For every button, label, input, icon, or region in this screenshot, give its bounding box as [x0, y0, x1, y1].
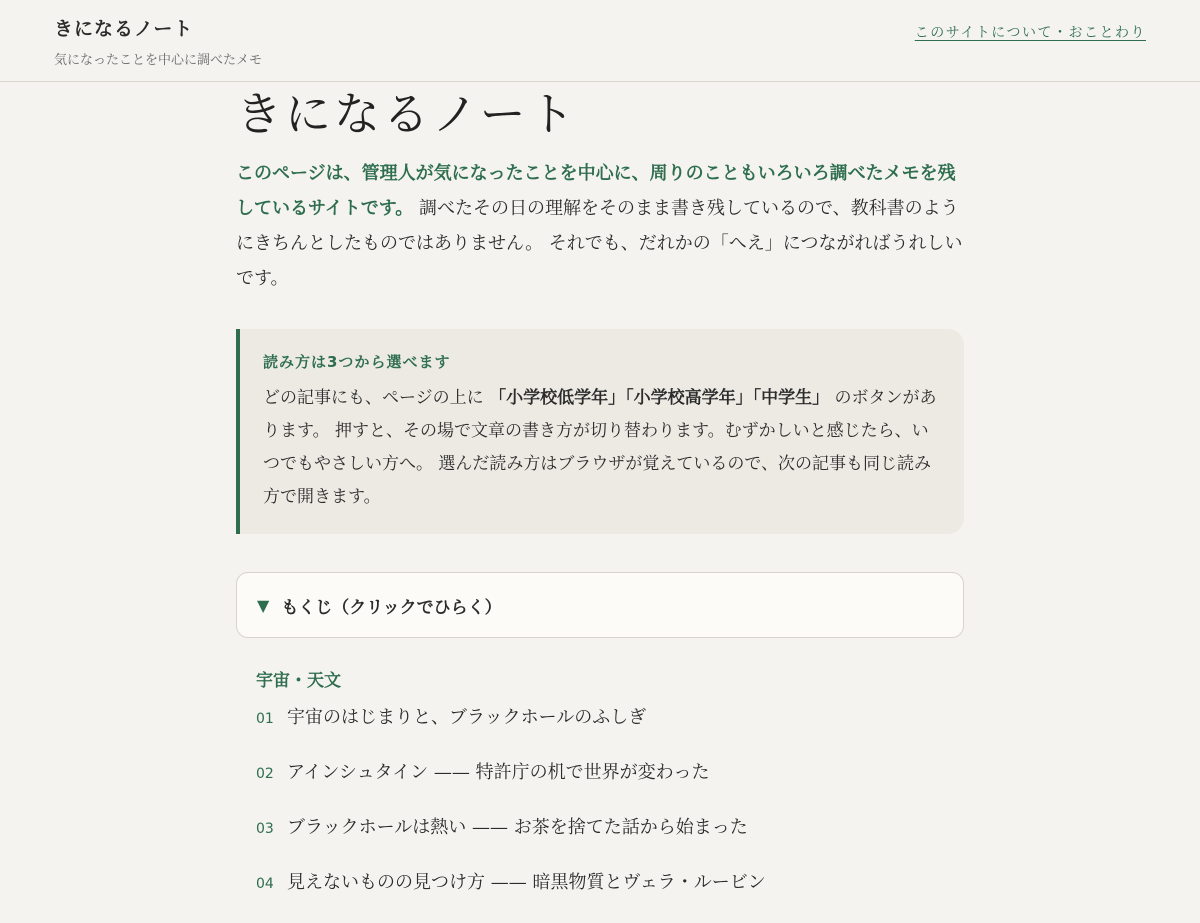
list-item: [256, 703, 964, 758]
site-tagline: 気になったことを中心に調べたメモ: [54, 53, 263, 68]
list-item: [256, 868, 964, 923]
toc-label: もくじ（クリックでひらく）: [281, 597, 502, 618]
callout-body: [263, 382, 938, 514]
article-link[interactable]: ブラックホールは熱い —— お茶を捨てた話から始まった: [287, 817, 748, 838]
article-number: 04: [256, 876, 274, 892]
article-link[interactable]: 見えないものの見つけ方 —— 暗黒物質とヴェラ・ルービン: [287, 872, 766, 893]
article-number: 03: [256, 821, 274, 837]
article-link[interactable]: アインシュタイン —— 特許庁の机で世界が変わった: [287, 762, 710, 783]
list-item: [256, 813, 964, 868]
page-title: きになるノート: [236, 87, 578, 141]
list-item: [256, 758, 964, 813]
main-content: [236, 82, 964, 923]
section-heading: 宇宙・天文: [256, 671, 341, 691]
site-header: [0, 0, 1200, 82]
callout-level-names: 「小学校低学年」「小学校高学年」「中学生」: [489, 388, 830, 408]
intro-lead: このページは、管理人が気になったことを中心に、周りのこともいろいろ調べたメモを残しているサイトです。: [236, 163, 956, 219]
callout-text-after: のボタンがあります。 押すと、その場で文章の書き方が切り替わります。むずかしいと感じたら、いつでもやさしい方へ。 選んだ読み方はブラウザが覚えているので、次の記事も同じ読み方で開きます。: [263, 388, 937, 507]
about-link[interactable]: このサイトについて・おことわり: [914, 25, 1146, 41]
site-title[interactable]: きになるノート: [54, 18, 194, 40]
reading-mode-callout: [236, 329, 964, 534]
article-link[interactable]: 宇宙のはじまりと、ブラックホールのふしぎ: [287, 707, 647, 728]
callout-heading: 読み方は3つから選べます: [263, 353, 451, 371]
article-list: [256, 703, 964, 923]
intro-paragraph: [236, 156, 964, 296]
article-number: 02: [256, 766, 274, 782]
toc-toggle[interactable]: [236, 572, 964, 638]
triangle-down-icon: ▼: [257, 595, 270, 615]
intro-text: 調べたその日の理解をそのまま書き残しているので、教科書のようにきちんとしたものではありません。 それでも、だれかの「へえ」につながればうれしいです。: [236, 198, 963, 289]
callout-text-before: どの記事にも、ページの上に: [263, 388, 490, 408]
article-number: 01: [256, 711, 274, 727]
